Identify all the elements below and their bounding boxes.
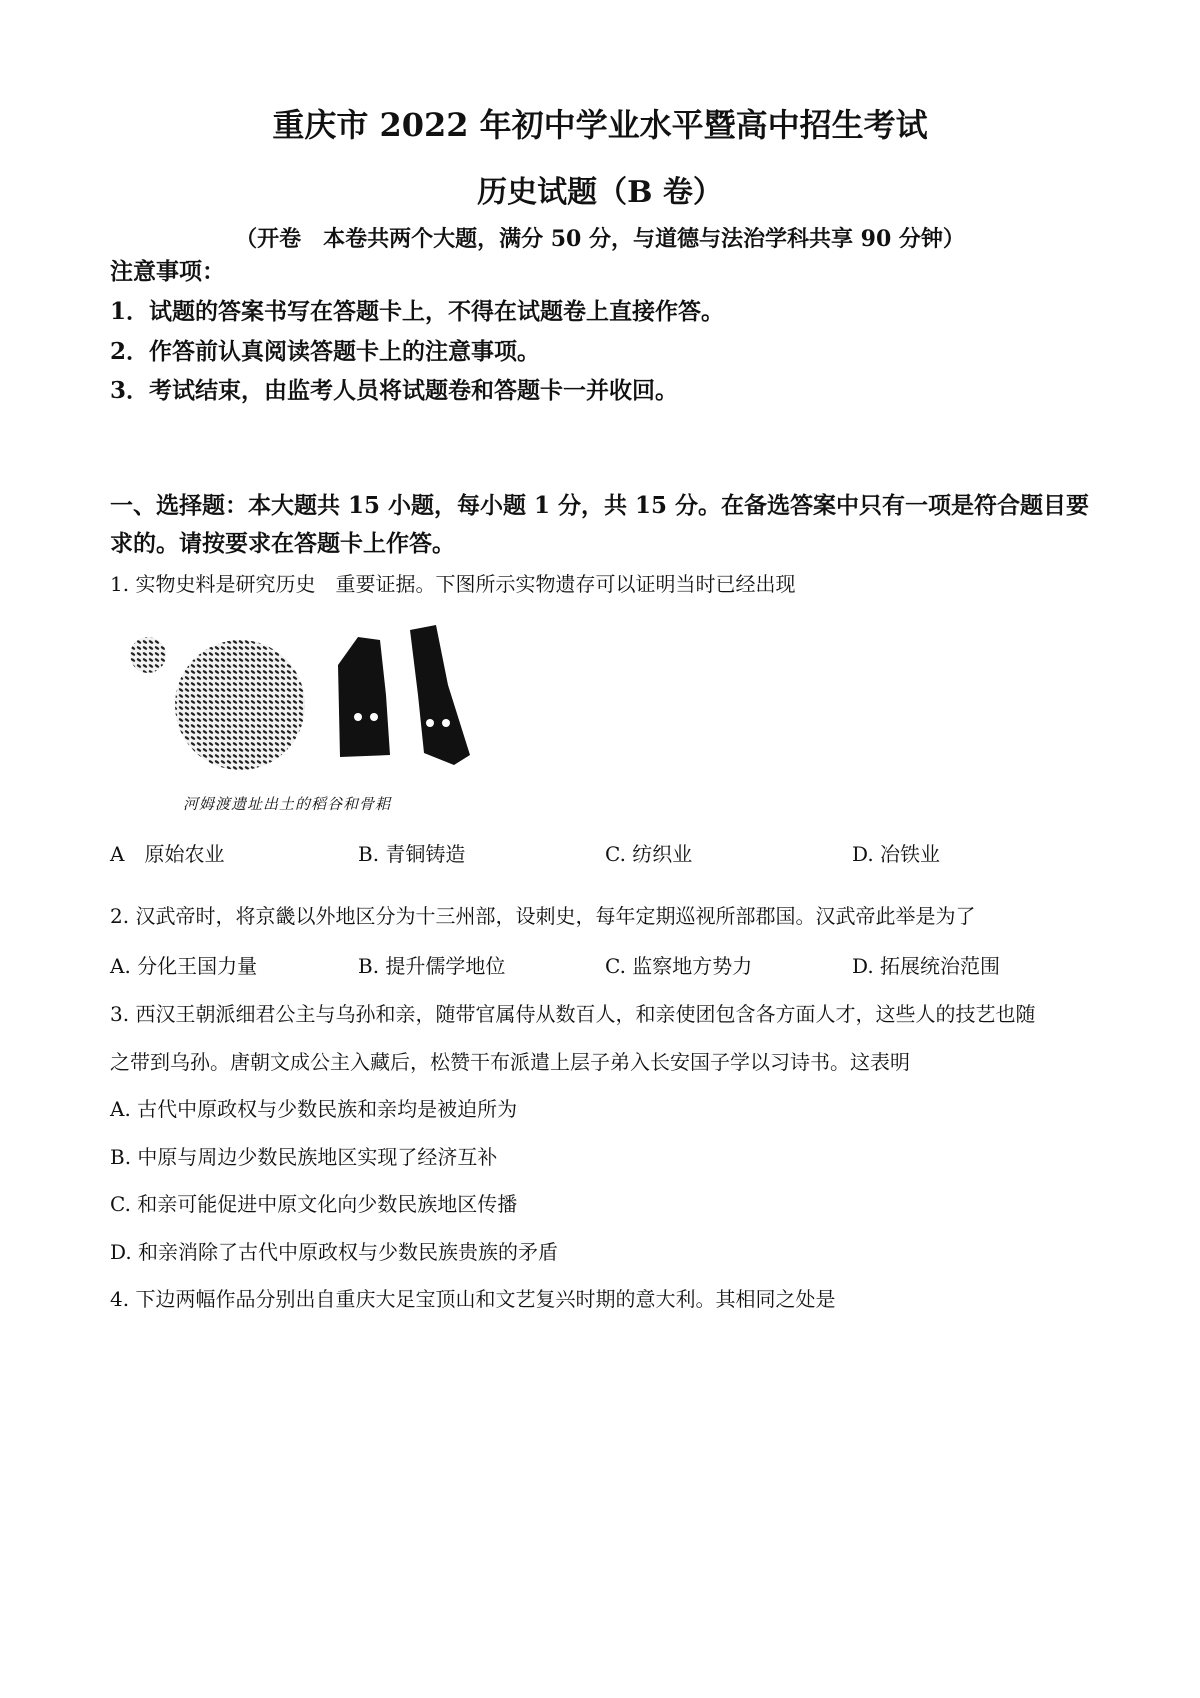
question-1-figure	[118, 615, 498, 815]
figure-caption: 河姆渡遗址出土的稻谷和骨耜	[183, 795, 392, 813]
exam-info: （开卷 本卷共两个大题，满分 50 分，与道德与法治学科共享 90 分钟）	[235, 226, 965, 252]
rice-and-bone-spade-image	[118, 615, 498, 815]
question-3-stem: 之带到乌孙。唐朝文成公主入藏后，松赞干布派遣上层子弟入长安国子学以习诗书。这表明	[110, 1050, 910, 1074]
q2-option-c: C. 监察地方势力	[605, 954, 753, 978]
question-3-stem: 3. 西汉王朝派细君公主与乌孙和亲，随带官属侍从数百人，和亲使团包含各方面人才，这些人的技艺也随	[110, 1002, 1036, 1026]
q3-option-a: A. 古代中原政权与少数民族和亲均是被迫所为	[110, 1097, 518, 1121]
question-1-stem: 1. 实物史料是研究历史 重要证据。下图所示实物遗存可以证明当时已经出现	[110, 572, 796, 596]
rice-grain-pile	[175, 640, 305, 770]
q2-option-d: D. 拓展统治范围	[852, 954, 1001, 978]
note-item: 3．考试结束，由监考人员将试题卷和答题卡一并收回。	[110, 377, 679, 404]
note-item: 2．作答前认真阅读答题卡上的注意事项。	[110, 338, 541, 365]
q1-option-a: A 原始农业	[110, 842, 225, 866]
q3-option-b: B. 中原与周边少数民族地区实现了经济互补	[110, 1145, 498, 1169]
exam-title: 重庆市 2022 年初中学业水平暨高中招生考试	[272, 106, 928, 144]
question-2-stem: 2. 汉武帝时，将京畿以外地区分为十三州部，设刺史，每年定期巡视所部郡国。汉武帝此举是为了	[110, 904, 976, 928]
question-4-stem: 4. 下边两幅作品分别出自重庆大足宝顶山和文艺复兴时期的意大利。其相同之处是	[110, 1287, 836, 1311]
q2-option-b: B. 提升儒学地位	[358, 954, 506, 978]
q3-option-c: C. 和亲可能促进中原文化向少数民族地区传播	[110, 1192, 518, 1216]
bone-spade-2	[410, 625, 470, 765]
q1-option-c: C. 纺织业	[605, 842, 693, 866]
q1-option-d: D. 冶铁业	[852, 842, 941, 866]
section-heading: 一、选择题：本大题共 15 小题，每小题 1 分，共 15 分。在备选答案中只有一项是符合题目要	[110, 492, 1090, 519]
rice-grain-small	[130, 637, 166, 673]
q3-option-d: D. 和亲消除了古代中原政权与少数民族贵族的矛盾	[110, 1240, 559, 1264]
notes-heading: 注意事项：	[110, 258, 225, 285]
bone-spade-1	[338, 637, 390, 757]
q1-option-b: B. 青铜铸造	[358, 842, 466, 866]
section-heading: 求的。请按要求在答题卡上作答。	[110, 530, 455, 557]
note-item: 1．试题的答案书写在答题卡上，不得在试题卷上直接作答。	[110, 298, 725, 325]
exam-subtitle: 历史试题（B 卷）	[477, 175, 723, 210]
q2-option-a: A. 分化王国力量	[110, 954, 258, 978]
